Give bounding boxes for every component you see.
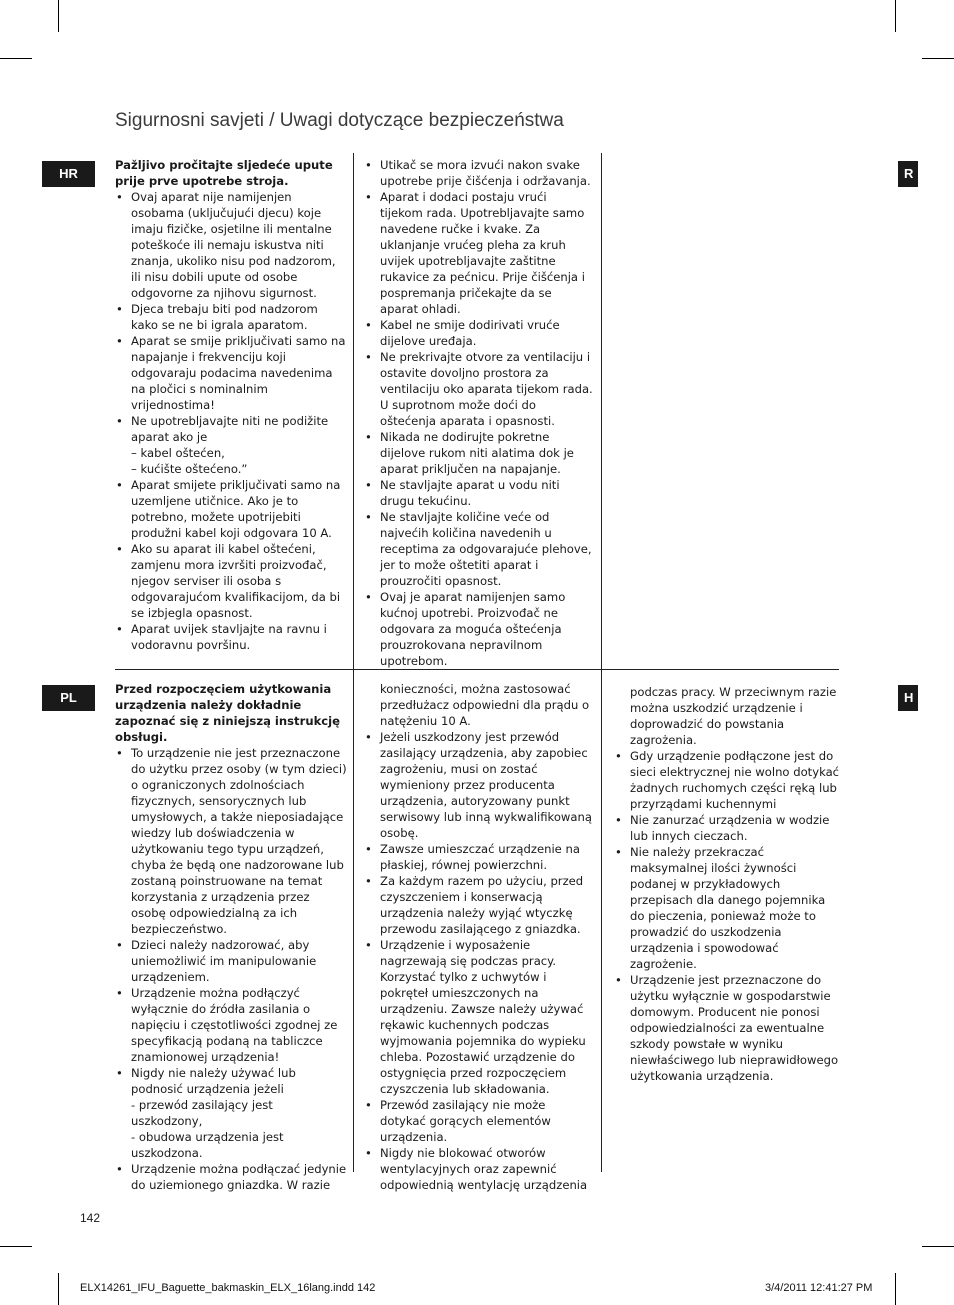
list-item: • Gdy urządzenie podłączone jest do sieci elektrycznej nie wolno dotykać żadnych ruchomych części ręką lub przyrządami kuchennymi <box>614 748 842 812</box>
language-tab-right-pl: H <box>898 685 918 711</box>
column-divider <box>353 669 354 1172</box>
list-item <box>115 1065 347 1161</box>
crop-mark <box>895 1273 896 1305</box>
language-tab-hr: HR <box>42 161 95 187</box>
list-item: • Jeżeli uszkodzony jest przewód zasilający urządzenia, aby zapobiec zagrożeniu, musi on zostać wymieniony przez producenta urządzenia, autoryzowany punkt serwisowy lub inną wykwalifikowaną osobę. <box>364 729 593 841</box>
list-item: • Aparat i dodaci postaju vrući tijekom rada. Upotrebljavajte samo navedene ručke i kvake. Za uklanjanje vrućeg pleha za kruh uvijek upotrebljavajte zaštitne rukavice za pećnicu. Prije čišćenja i pospremanja pričekajte da se aparat ohladi. <box>364 189 593 317</box>
list-item-text: Nigdy nie należy używać lub podnosić urządzenia jeżeli <box>131 1066 296 1096</box>
crop-mark <box>0 1246 32 1247</box>
list-item: • Ne stavljajte količine veće od najvećih količina navedenih u receptima za odgovarajuće plehove, jer to može oštetiti aparat i prouzročiti opasnost. <box>364 509 593 589</box>
list-subitem: - przewód zasilający jest uszkodzony, <box>131 1098 273 1128</box>
list-item: • Zawsze umieszczać urządzenie na płaskiej, równej powierzchni. <box>364 841 593 873</box>
column-divider <box>353 153 354 670</box>
column-divider <box>601 669 602 1172</box>
list-item: • Urządzenie można podłączyć wyłącznie do źródła zasilania o napięciu i częstotliwości zgodnej ze specyfikacją podaną na tabliczce znamionowej urządzenia! <box>115 985 347 1065</box>
list-item: • Przewód zasilający nie może dotykać gorących elementów urządzenia. <box>364 1097 593 1145</box>
list-item: • Urządzenie jest przeznaczone do użytku wyłącznie w gospodarstwie domowym. Producent nie ponosi odpowiedzialności za ewentualne szkody powstałe w wyniku niewłaściwego lub nieprawidłowego użytkowania urządzenia. <box>614 972 842 1084</box>
pl-lead: Przed rozpoczęciem użytkowania urządzenia należy dokładnie zapoznać się z niniejszą instrukcję obsługi. <box>115 682 340 744</box>
list-item: • Nigdy nie blokować otworów wentylacyjnych oraz zapewnić odpowiednią wentylację urządzenia <box>364 1145 593 1193</box>
column-divider <box>601 153 602 670</box>
list-item: • Urządzenie można podłączać jedynie do uziemionego gniazdka. W razie <box>115 1161 347 1193</box>
crop-mark <box>922 1246 954 1247</box>
pl-column-1 <box>115 681 347 1193</box>
list-subitem: – kućište oštećeno.” <box>131 462 248 476</box>
language-tab-right-hr: R <box>898 161 918 187</box>
list-item: • Ovaj je aparat namijenjen samo kućnoj upotrebi. Proizvođač ne odgovara za moguća oštećenja prouzrokovana nepravilnom upotrebom. <box>364 589 593 669</box>
list-item: • Ovaj aparat nije namijenjen osobama (uključujući djecu) koje imaju fizičke, osjetilne ili mentalne poteškoće ili nemaju iskustva niti znanja, ukoliko nisu pod nadzorom, ili nisu dobili upute od osobe odgovorne za njihovu sigurnost. <box>115 189 347 301</box>
crop-mark <box>58 0 59 32</box>
crop-mark <box>895 0 896 32</box>
hr-column-2 <box>364 157 593 669</box>
list-item: • Ako su aparat ili kabel oštećeni, zamjenu mora izvršiti proizvođač, njegov serviser ili osoba s odgovarajućom kvalifikacijom, da bi se izbjegla opasnost. <box>115 541 347 621</box>
list-item: • To urządzenie nie jest przeznaczone do użytku przez osoby (w tym dzieci) o ograniczonych zdolnościach fizycznych, sensorycznych lub umysłowych, a także nieposiadające wiedzy lub doświadczenia w użytkowaniu tego typu urządzeń, chyba że będą one nadzorowane lub zostaną poinstruowane na temat korzystania z urządzenia przez osobę odpowiedzialną za ich bezpieczeństwo. <box>115 745 347 937</box>
page-title: Sigurnosni savjeti / Uwagi dotyczące bezpieczeństwa <box>115 110 564 131</box>
list-item-text: Ne upotrebljavajte niti ne podižite aparat ako je <box>131 414 329 444</box>
pl-list-2 <box>364 729 593 1193</box>
footer-date: 3/4/2011 12:41:27 PM <box>765 1282 873 1294</box>
list-item: • Za każdym razem po użyciu, przed czyszczeniem i konserwacją urządzenia należy wyjąć wtyczkę przewodu zasilającego z gniazdka. <box>364 873 593 937</box>
list-subitem: – kabel oštećen, <box>131 446 225 460</box>
list-item: • Aparat se smije priključivati samo na napajanje i frekvenciju koji odgovaraju podacima navedenima na pločici s nominalnim vrijednostima! <box>115 333 347 413</box>
crop-mark <box>922 58 954 59</box>
hr-list-2 <box>364 157 593 669</box>
list-item: • Dzieci należy nadzorować, aby uniemożliwić im manipulowanie urządzeniem. <box>115 937 347 985</box>
list-item: • Ne stavljajte aparat u vodu niti drugu tekućinu. <box>364 477 593 509</box>
list-subitem: - obudowa urządzenia jest uszkodzona. <box>131 1130 284 1160</box>
list-item: • Aparat uvijek stavljajte na ravnu i vodoravnu površinu. <box>115 621 347 653</box>
list-item: • Utikač se mora izvući nakon svake upotrebe prije čišćenja i održavanja. <box>364 157 593 189</box>
continued-text: podczas pracy. W przeciwnym razie można uszkodzić urządzenie i doprowadzić do powstania zagrożenia. <box>630 685 837 747</box>
pl-column-3 <box>614 684 842 1084</box>
list-item: • Nie należy przekraczać maksymalnej ilości żywności podanej w przykładowych przepisach dla danego pojemnika do pieczenia, ponieważ może to prowadzić do uszkodzenia urządzenia i spowodować zagrożenie. <box>614 844 842 972</box>
crop-mark <box>0 58 32 59</box>
pl-column-2 <box>364 681 593 1193</box>
hr-list-1 <box>115 189 347 653</box>
list-item: • Nikada ne dodirujte pokretne dijelove rukom niti alatima dok je aparat priključen na napajanje. <box>364 429 593 477</box>
crop-mark <box>58 1273 59 1305</box>
list-item: • Ne prekrivajte otvore za ventilaciju i ostavite dovoljno prostora za ventilaciju oko aparata tijekom rada. U suprotnom može doći do oštećenja aparata i opasnosti. <box>364 349 593 429</box>
hr-column-1 <box>115 157 347 653</box>
pl-list-1 <box>115 745 347 1193</box>
list-item: • Djeca trebaju biti pod nadzorom kako se ne bi igrala aparatom. <box>115 301 347 333</box>
hr-lead: Pažljivo pročitajte sljedeće upute prije prve upotrebe stroja. <box>115 158 333 188</box>
list-item: • Nie zanurzać urządzenia w wodzie lub innych cieczach. <box>614 812 842 844</box>
list-item <box>115 413 347 477</box>
footer-file-name: ELX14261_IFU_Baguette_bakmaskin_ELX_16lang.indd 142 <box>80 1282 376 1294</box>
page-number: 142 <box>80 1211 101 1225</box>
section-divider <box>115 669 839 670</box>
list-item: • Aparat smijete priključivati samo na uzemljene utičnice. Ako je to potrebno, možete upotrijebiti produžni kabel koji odgovara 10 A. <box>115 477 347 541</box>
list-item: • Kabel ne smije dodirivati vruće dijelove uređaja. <box>364 317 593 349</box>
list-item: • Urządzenie i wyposażenie nagrzewają się podczas pracy. Korzystać tylko z uchwytów i pokręteł umieszczonych na urządzeniu. Zawsze należy używać rękawic kuchennych podczas wyjmowania pojemnika do wypieku chleba. Pozostawić urządzenie do ostygnięcia przed rozpoczęciem czyszczenia lub składowania. <box>364 937 593 1097</box>
continued-text: konieczności, można zastosować przedłużacz odpowiedni dla prądu o natężeniu 10 A. <box>380 682 590 728</box>
language-tab-pl: PL <box>42 685 95 711</box>
pl-list-3 <box>614 748 842 1084</box>
